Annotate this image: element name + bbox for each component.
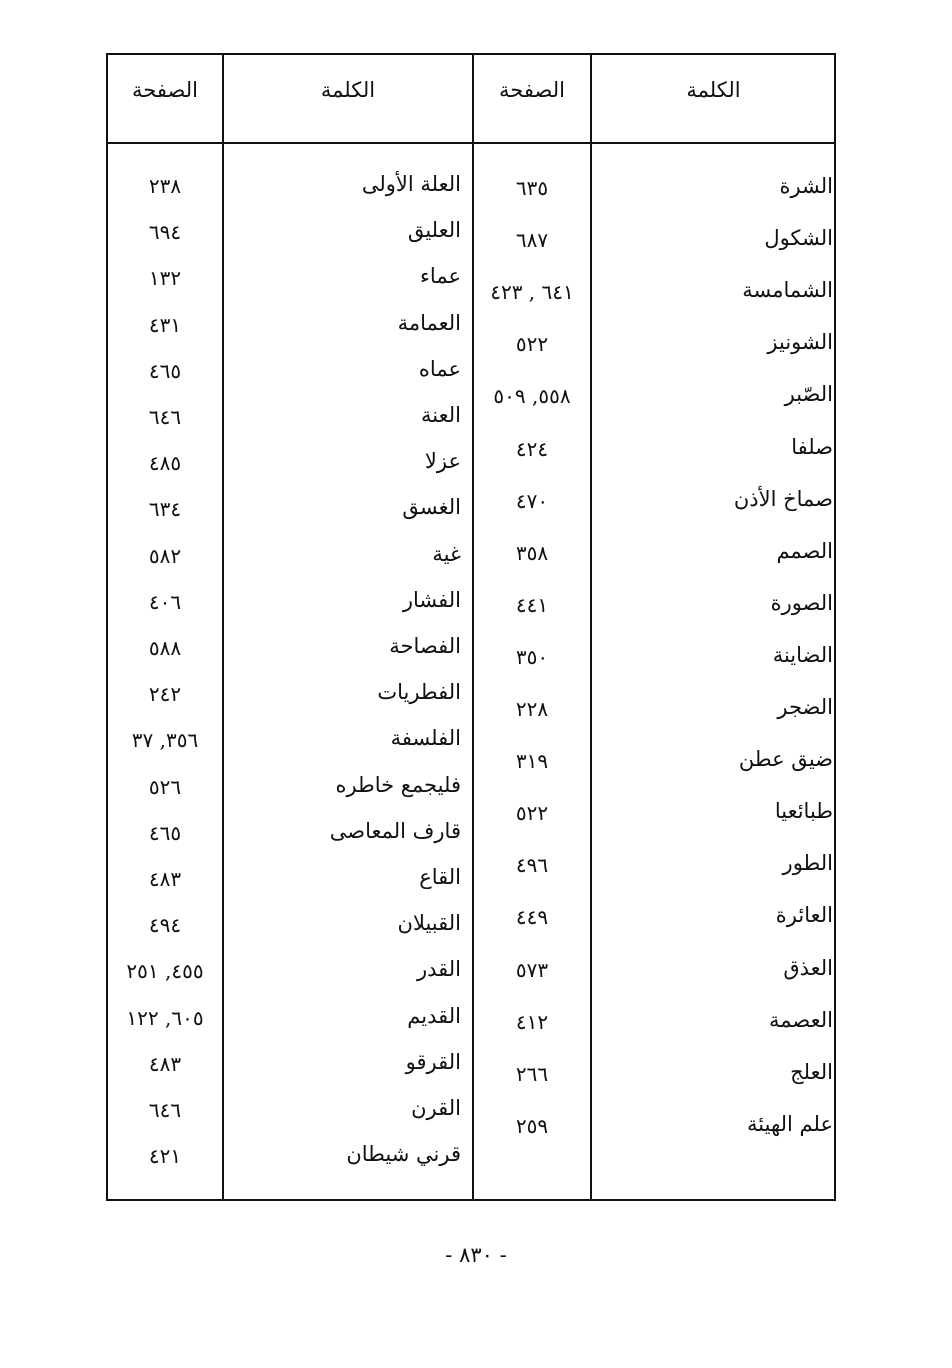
- index-term: الصورة: [770, 590, 833, 615]
- index-page-ref: ٥٨٢: [148, 543, 182, 568]
- index-page-ref: ٤٠٦: [148, 589, 182, 614]
- index-page-ref: ٤٦٥: [148, 820, 182, 845]
- index-page-ref: ٦٣٥: [515, 176, 549, 200]
- index-page-ref: ٤٤٩: [515, 905, 549, 930]
- index-term: القرن: [411, 1096, 461, 1120]
- index-term: القبيلان: [397, 911, 461, 936]
- index-page-ref: ٤٨٣: [148, 867, 182, 891]
- index-term: طبائعيا: [774, 799, 833, 824]
- index-term: العلة الأولى: [361, 172, 461, 196]
- index-term: العمامة: [397, 310, 461, 335]
- index-term: الفشار: [402, 587, 461, 612]
- index-term: القديم: [407, 1003, 461, 1028]
- index-term: عزلا: [424, 449, 461, 474]
- index-page-ref: ٦٤٦: [148, 405, 182, 429]
- index-term: عماء: [420, 264, 461, 289]
- index-term: العصمة: [769, 1007, 833, 1032]
- index-page-ref: ٥٢٦: [148, 774, 182, 799]
- index-term: علم الهيئة: [747, 1111, 833, 1136]
- index-page-ref: ٤٢١: [148, 1144, 182, 1169]
- index-page-ref: ٤٦٥: [148, 358, 182, 383]
- index-page-ref: ٢٢٨: [515, 697, 549, 721]
- index-term: صماخ الأذن: [733, 486, 833, 511]
- index-page-ref: ٦٣٤: [148, 497, 182, 522]
- index-page-ref: ٢٤٢: [148, 682, 182, 707]
- index-page-ref: ٥٢٢: [515, 332, 549, 357]
- index-term: فليجمع خاطره: [335, 772, 461, 797]
- index-page-ref: ٤٥٥, ٢٥١: [126, 959, 204, 984]
- index-page-ref: ٤٨٣: [148, 1051, 182, 1076]
- index-page-ref: ٥٥٨, ٥٠٩: [493, 384, 571, 409]
- index-term: الطور: [782, 851, 833, 876]
- index-page-ref: ٥٧٣: [515, 957, 549, 982]
- index-term: العائرة: [775, 903, 833, 928]
- header-page-left: الصفحة: [132, 78, 198, 102]
- index-page-ref: ٤٢٤: [515, 436, 549, 461]
- index-term: الشمامسة: [742, 278, 833, 303]
- index-term: ضيق عطن: [738, 747, 833, 772]
- index-page-ref: ٣١٩: [515, 749, 549, 774]
- index-page-ref: ٤٧٠: [515, 488, 549, 513]
- index-term: الصمم: [776, 538, 833, 563]
- column-divider: [222, 53, 224, 1201]
- index-term: الفصاحة: [389, 634, 461, 658]
- index-term: الشرة: [779, 174, 833, 198]
- index-page-ref: ٢٦٦: [515, 1061, 549, 1086]
- index-page-ref: ٤١٢: [515, 1009, 549, 1034]
- index-page-ref: ٥٨٨: [148, 636, 182, 660]
- index-page-ref: ٦٨٧: [515, 228, 549, 253]
- index-term: الضجر: [777, 695, 833, 719]
- header-word-right: الكلمة: [686, 78, 741, 102]
- index-term: قرني شيطان: [346, 1142, 461, 1167]
- index-term: عماه: [418, 356, 461, 381]
- header-word-left: الكلمة: [320, 78, 376, 102]
- index-term: العلج: [790, 1059, 833, 1084]
- page-number: - ٨٣٠ -: [445, 1243, 507, 1267]
- index-page-ref: ٤٣١: [148, 312, 182, 337]
- index-term: العليق: [407, 218, 461, 243]
- index-page-ref: ٣٥٨: [515, 540, 549, 565]
- index-page-ref: ١٣٢: [148, 266, 182, 291]
- index-page-ref: ٣٥٦, ٣٧: [131, 728, 199, 753]
- index-page-ref: ٦٤٦: [148, 1098, 182, 1122]
- index-page-ref: ٦٩٤: [148, 220, 182, 245]
- index-term: القاع: [419, 865, 461, 889]
- index-term: الصّبر: [784, 382, 833, 407]
- column-divider: [590, 53, 592, 1201]
- index-term: العذق: [783, 955, 833, 980]
- index-page-ref: ٥٢٢: [515, 801, 549, 826]
- index-page-ref: ٣٥٠: [515, 644, 549, 669]
- header-divider: [106, 142, 836, 144]
- index-term: غية: [432, 541, 461, 566]
- index-page-ref: ٤٩٤: [148, 913, 182, 938]
- index-term: صلفا: [791, 434, 833, 459]
- index-term: الفطريات: [377, 680, 461, 705]
- index-page-ref: ٦٠٥, ١٢٢: [126, 1005, 204, 1030]
- header-page-right: الصفحة: [499, 78, 565, 102]
- index-term: قارف المعاصى: [329, 818, 461, 843]
- index-term: العنة: [421, 403, 461, 427]
- index-term: الضاينة: [772, 642, 833, 667]
- index-term: القرقو: [405, 1049, 461, 1074]
- index-term: الفلسفة: [390, 726, 461, 751]
- index-term: القدر: [416, 957, 461, 982]
- index-term: الشونيز: [767, 330, 833, 355]
- index-term: الغسق: [402, 495, 461, 520]
- index-page-ref: ٤٩٦: [515, 853, 549, 878]
- index-page-ref: ٦٤١ , ٤٢٣: [490, 280, 574, 305]
- index-page-ref: ٢٥٩: [515, 1113, 549, 1138]
- index-page-ref: ٢٣٨: [148, 174, 182, 198]
- index-page-ref: ٤٤١: [515, 592, 549, 617]
- index-page-ref: ٤٨٥: [148, 451, 182, 476]
- index-term: الشكول: [764, 226, 833, 251]
